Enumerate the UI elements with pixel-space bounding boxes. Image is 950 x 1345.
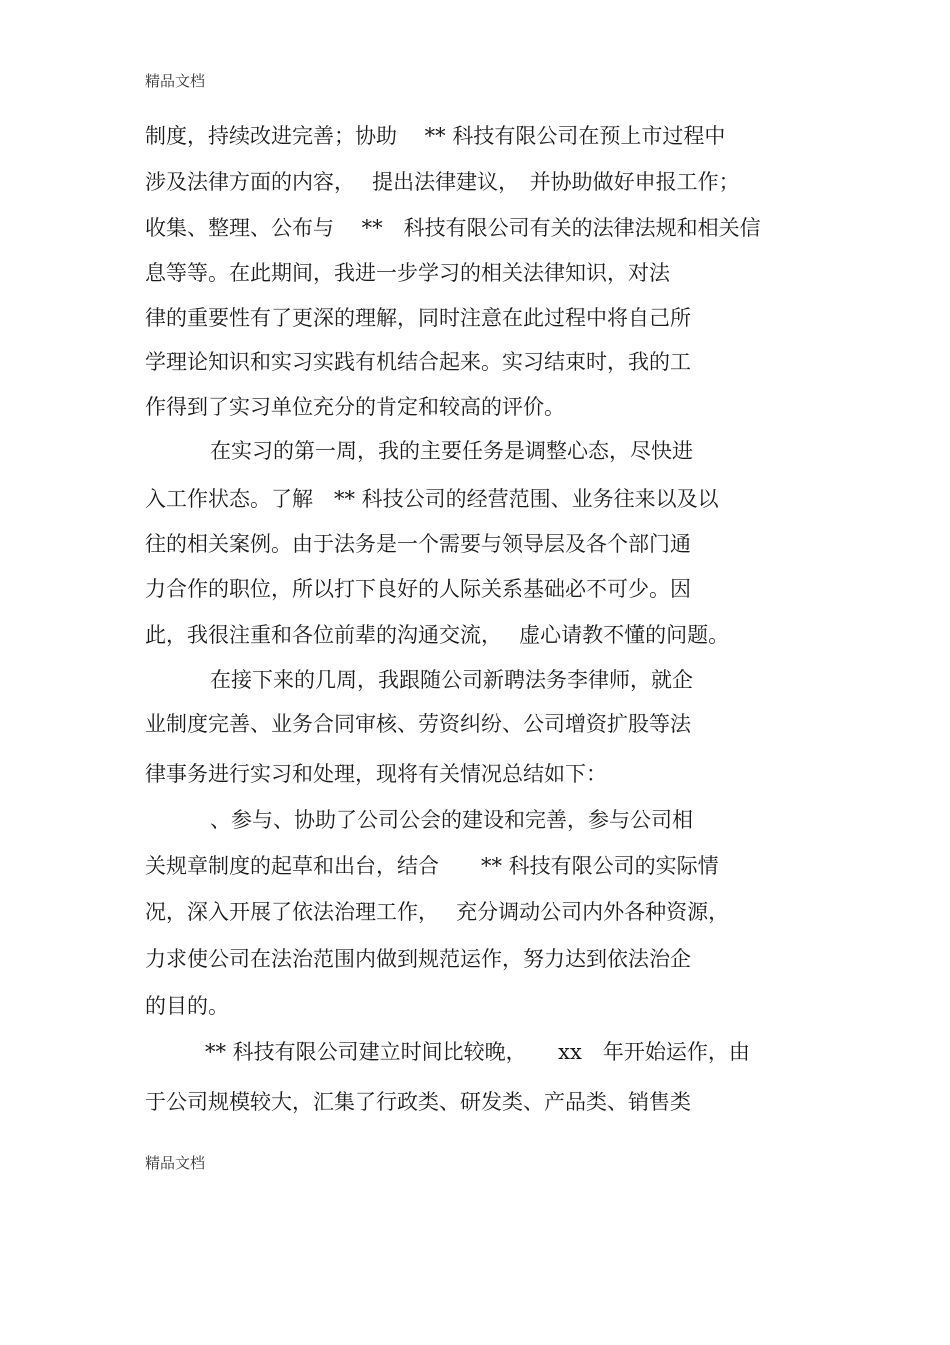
text-line-7: 作得到了实习单位充分的肯定和较高的评价。 — [145, 395, 565, 419]
text-line-1: 制度，持续改进完善；协助 ** 科技有限公司在预上市过程中 — [145, 124, 726, 148]
text-line-9: 入工作状态。了解 ** 科技公司的经营范围、业务往来以及以 — [145, 487, 719, 511]
page-header: 精品文档 — [145, 72, 206, 90]
text-line-5: 律的重要性有了更深的理解，同时注意在此过程中将自己所 — [145, 306, 691, 330]
text-line-3: 收集、整理、公布与 ** 科技有限公司有关的法律法规和相关信 — [145, 216, 761, 240]
text-line-16: 、参与、协助了公司公会的建设和完善，参与公司相 — [210, 808, 693, 832]
text-line-11: 力合作的职位，所以打下良好的人际关系基础必不可少。因 — [145, 577, 691, 601]
text-line-18: 况，深入开展了依法治理工作， 充分调动公司内外各种资源， — [145, 900, 730, 924]
text-line-22: 于公司规模较大，汇集了行政类、研发类、产品类、销售类 — [145, 1090, 691, 1114]
text-line-2: 涉及法律方面的内容， 提出法律建议， 并协助做好申报工作； — [145, 170, 740, 194]
page-footer: 精品文档 — [145, 1154, 206, 1172]
text-line-12: 此，我很注重和各位前辈的沟通交流， 虚心请教不懂的问题。 — [145, 623, 730, 647]
text-line-15: 律事务进行实习和处理，现将有关情况总结如下： — [145, 762, 607, 786]
text-line-4: 息等等。在此期间，我进一步学习的相关法律知识，对法 — [145, 261, 670, 285]
text-line-21: ** 科技有限公司建立时间比较晚， xx 年开始运作，由 — [205, 1040, 750, 1064]
text-line-10: 往的相关案例。由于法务是一个需要与领导层及各个部门通 — [145, 532, 691, 556]
text-line-13: 在接下来的几周，我跟随公司新聘法务李律师，就企 — [210, 668, 693, 692]
text-line-14: 业制度完善、业务合同审核、劳资纠纷、公司增资扩股等法 — [145, 712, 691, 736]
text-line-19: 力求使公司在法治范围内做到规范运作，努力达到依法治企 — [145, 947, 691, 971]
text-line-8: 在实习的第一周，我的主要任务是调整心态，尽快进 — [210, 439, 693, 463]
text-line-17: 关规章制度的起草和出台，结合 ** 科技有限公司的实际情 — [145, 854, 719, 878]
text-line-20: 的目的。 — [145, 994, 229, 1018]
text-line-6: 学理论知识和实习实践有机结合起来。实习结束时，我的工 — [145, 350, 691, 374]
